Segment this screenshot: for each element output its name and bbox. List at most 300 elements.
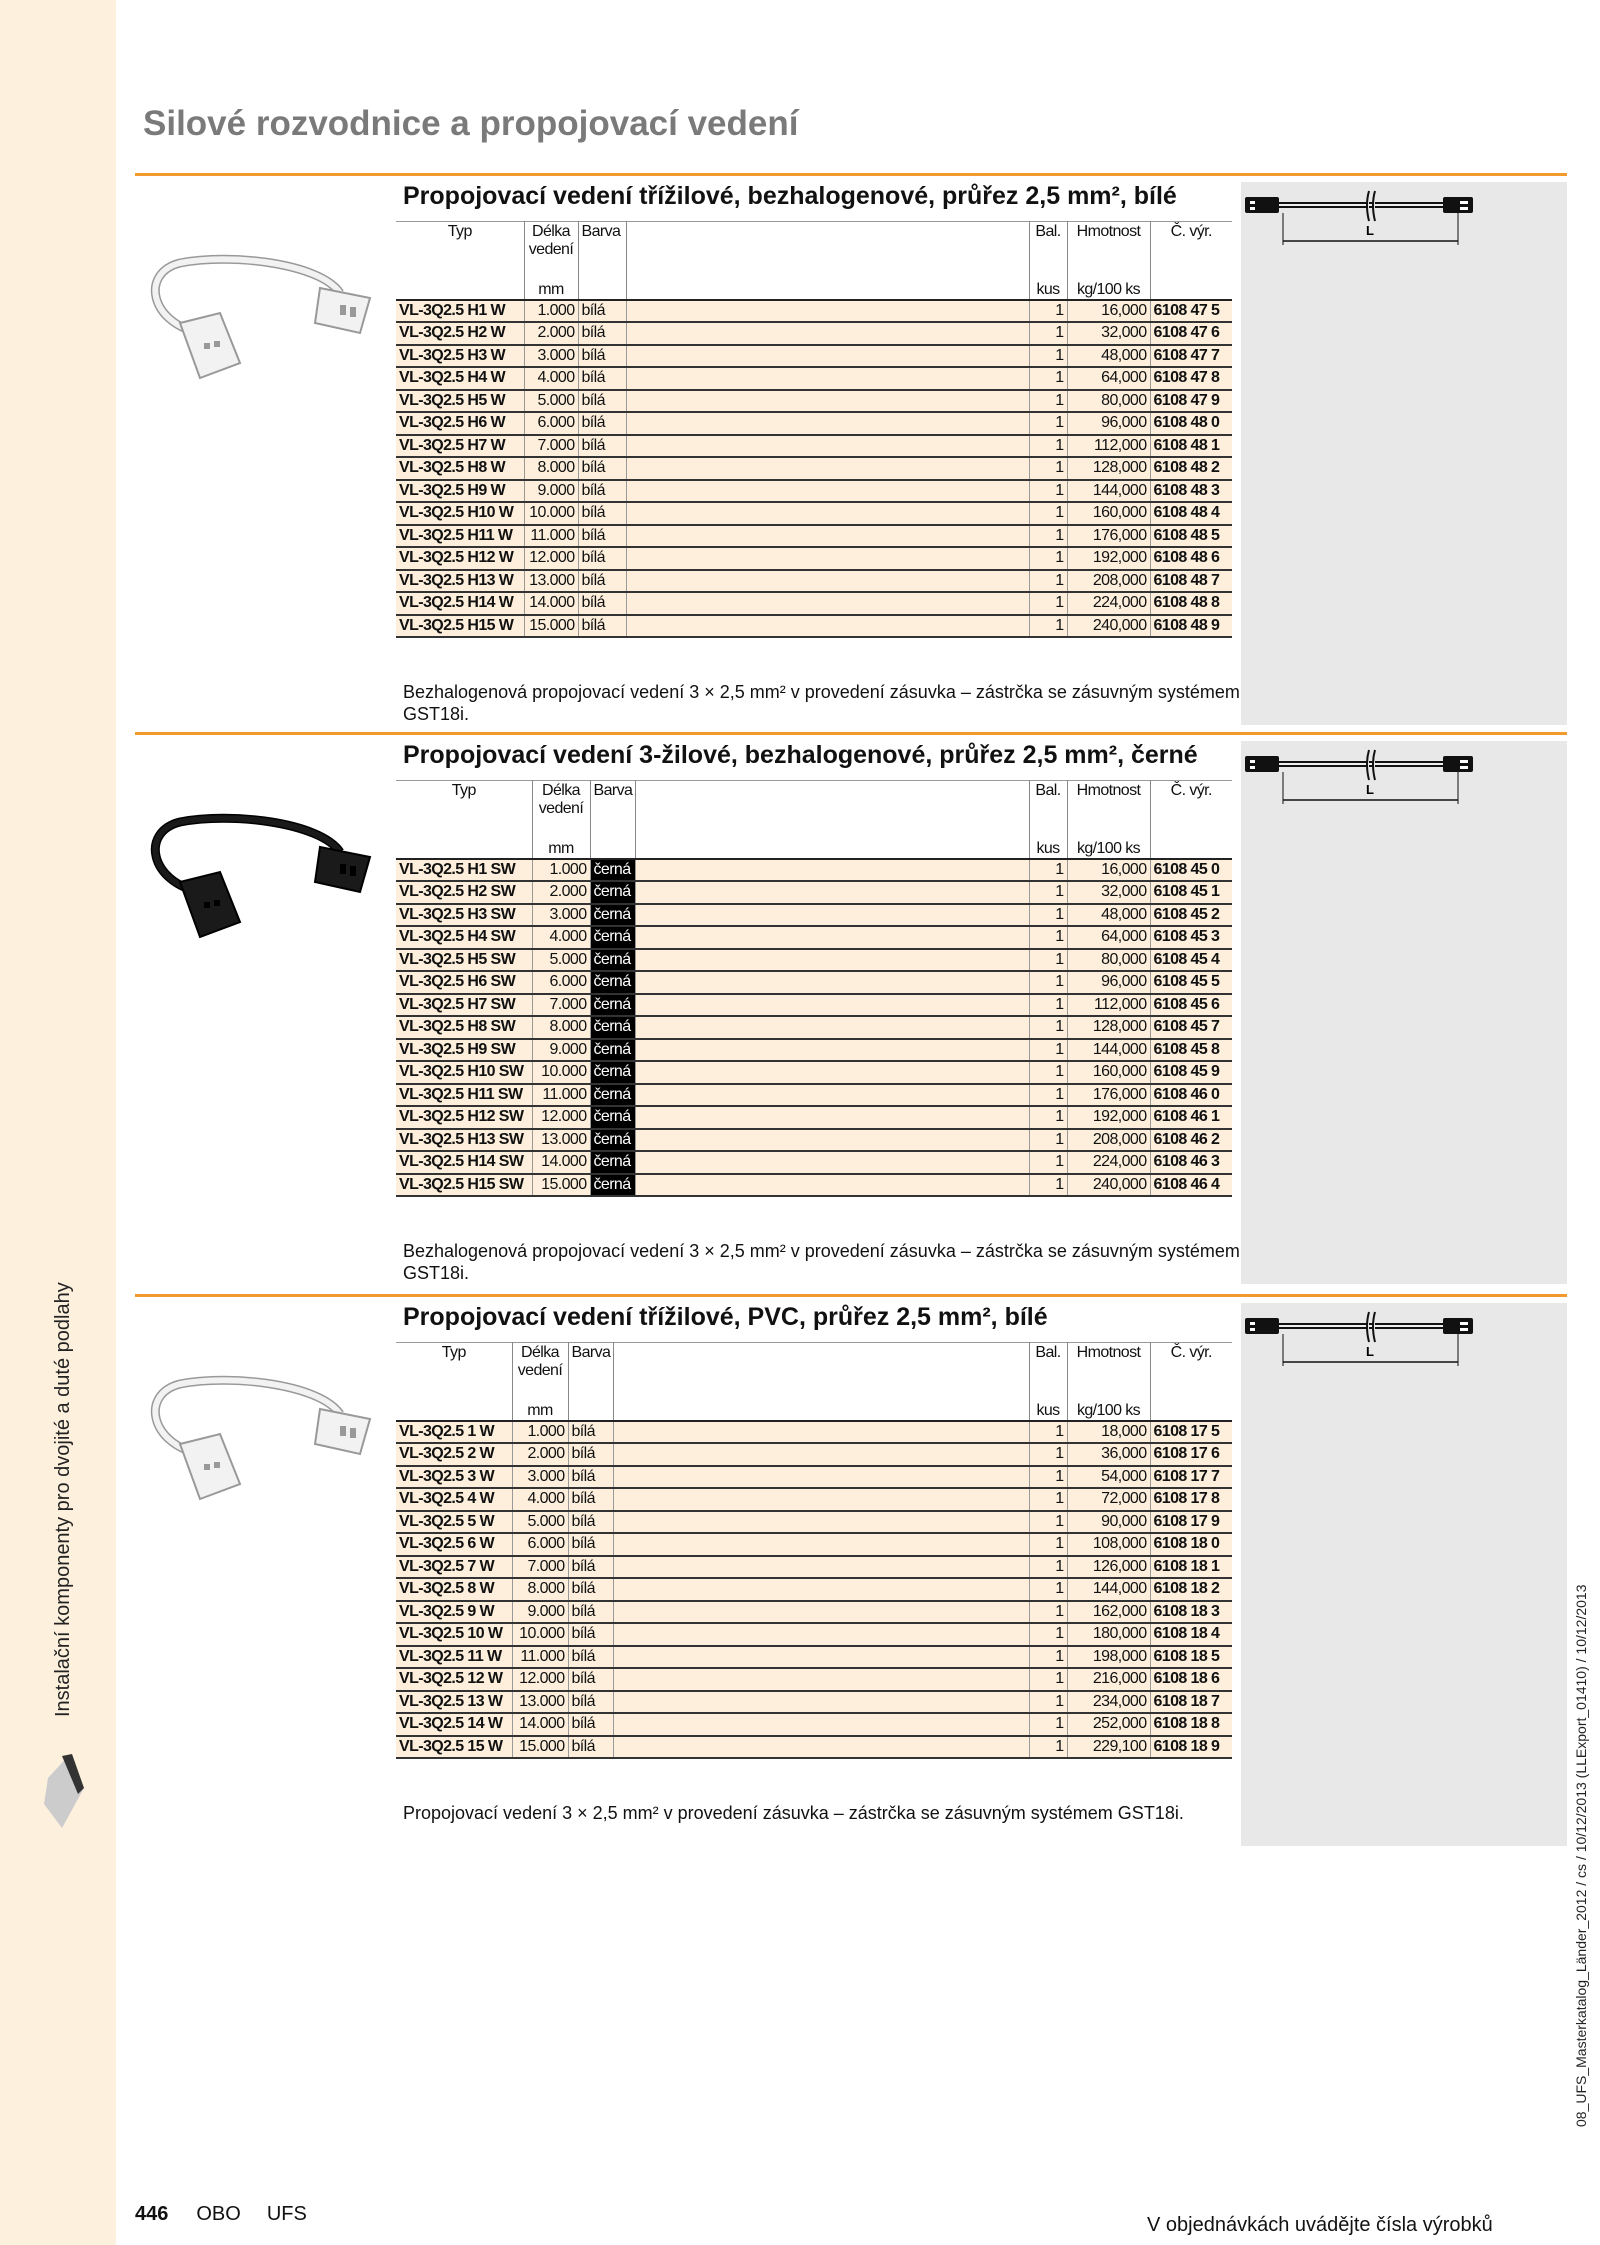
table-row[interactable] — [396, 1668, 1232, 1691]
cell-barva: bílá — [568, 1713, 614, 1736]
cell-barva: bílá — [578, 615, 626, 638]
cell-cislo-vyrobku: 6108 18 8 — [1150, 1713, 1232, 1736]
cell-barva: bílá — [568, 1691, 614, 1714]
cell-barva: černá — [590, 971, 636, 994]
cell-cislo-vyrobku: 6108 45 5 — [1150, 971, 1232, 994]
cell-blank — [636, 926, 1029, 949]
cell-typ: VL-3Q2.5 7 W — [396, 1556, 512, 1579]
section-description: Bezhalogenová propojovací vedení 3 × 2,5 mm² v provedení zásuvka – zástrčka se zásuvným systémem GST18i. — [403, 682, 1240, 724]
table-row[interactable] — [396, 1151, 1232, 1174]
cell-hmotnost: 160,000 — [1067, 1061, 1150, 1084]
cell-bal: 1 — [1029, 1421, 1067, 1444]
cell-bal: 1 — [1029, 926, 1067, 949]
cell-bal: 1 — [1029, 570, 1067, 593]
cell-barva: bílá — [578, 390, 626, 413]
table-row[interactable] — [396, 1174, 1232, 1197]
cell-typ: VL-3Q2.5 H13 W — [396, 570, 524, 593]
cell-blank — [636, 1016, 1029, 1039]
cell-bal: 1 — [1029, 1466, 1067, 1489]
section-divider — [135, 173, 1567, 176]
cell-hmotnost: 80,000 — [1067, 949, 1150, 972]
cell-blank — [626, 570, 1029, 593]
unit-kus: kus — [1036, 1401, 1060, 1419]
cell-barva: bílá — [578, 502, 626, 525]
cell-cislo-vyrobku: 6108 17 5 — [1150, 1421, 1232, 1444]
table-row[interactable] — [396, 881, 1232, 904]
cell-delka: 7.000 — [512, 1556, 568, 1579]
cell-cislo-vyrobku: 6108 18 2 — [1150, 1578, 1232, 1601]
cell-typ: VL-3Q2.5 H4 SW — [396, 926, 532, 949]
cell-barva: bílá — [568, 1466, 614, 1489]
unit-kg: kg/100 ks — [1076, 1401, 1141, 1419]
cell-delka: 1.000 — [532, 859, 590, 882]
col-hmotnost: Hmotnost kg/100 ks — [1067, 781, 1150, 859]
cell-bal: 1 — [1029, 994, 1067, 1017]
table-row[interactable] — [396, 1556, 1232, 1579]
cell-typ: VL-3Q2.5 H6 SW — [396, 971, 532, 994]
table-row[interactable] — [396, 949, 1232, 972]
table-row[interactable] — [396, 904, 1232, 927]
cell-cislo-vyrobku: 6108 46 3 — [1150, 1151, 1232, 1174]
cell-blank — [636, 971, 1029, 994]
cell-delka: 5.000 — [524, 390, 578, 413]
cell-bal: 1 — [1029, 1174, 1067, 1197]
cable-product-photo — [140, 1364, 385, 1509]
cell-barva: bílá — [578, 457, 626, 480]
table-row[interactable] — [396, 1061, 1232, 1084]
cell-hmotnost: 126,000 — [1067, 1556, 1150, 1579]
cell-hmotnost: 72,000 — [1067, 1488, 1150, 1511]
cell-delka: 2.000 — [512, 1443, 568, 1466]
cell-cislo-vyrobku: 6108 18 1 — [1150, 1556, 1232, 1579]
cell-typ: VL-3Q2.5 H9 SW — [396, 1039, 532, 1062]
unit-mm: mm — [548, 839, 574, 857]
cell-barva: černá — [590, 859, 636, 882]
cell-blank — [614, 1533, 1029, 1556]
cell-hmotnost: 240,000 — [1067, 1174, 1150, 1197]
cell-typ: VL-3Q2.5 H6 W — [396, 412, 524, 435]
section-description: Propojovací vedení 3 × 2,5 mm² v provedení zásuvka – zástrčka se zásuvným systémem GST18i. — [403, 1803, 1184, 1823]
table-row[interactable] — [396, 859, 1232, 882]
cell-cislo-vyrobku: 6108 48 1 — [1150, 435, 1232, 458]
cell-barva: bílá — [568, 1668, 614, 1691]
cell-barva: bílá — [578, 412, 626, 435]
col-bal: Bal. kus — [1029, 1343, 1067, 1421]
cell-bal: 1 — [1029, 390, 1067, 413]
cell-hmotnost: 162,000 — [1067, 1601, 1150, 1624]
table-row[interactable] — [396, 300, 1232, 323]
section-title: Propojovací vedení 3-žilové, bezhalogenové, průřez 2,5 mm², černé — [403, 741, 1198, 769]
table-row[interactable] — [396, 435, 1232, 458]
diagram-length-label: L — [1366, 782, 1374, 797]
cell-barva: černá — [590, 994, 636, 1017]
cell-typ: VL-3Q2.5 15 W — [396, 1736, 512, 1759]
cell-cislo-vyrobku: 6108 18 9 — [1150, 1736, 1232, 1759]
cell-barva: bílá — [578, 435, 626, 458]
unit-kus: kus — [1036, 839, 1060, 857]
section-description: Bezhalogenová propojovací vedení 3 × 2,5 mm² v provedení zásuvka – zástrčka se zásuvným systémem GST18i. — [403, 1241, 1240, 1283]
cell-blank — [636, 949, 1029, 972]
cell-delka: 4.000 — [532, 926, 590, 949]
cell-hmotnost: 16,000 — [1067, 859, 1150, 882]
cell-typ: VL-3Q2.5 3 W — [396, 1466, 512, 1489]
cell-typ: VL-3Q2.5 13 W — [396, 1691, 512, 1714]
table-row[interactable] — [396, 1691, 1232, 1714]
cell-cislo-vyrobku: 6108 48 5 — [1150, 525, 1232, 548]
cell-cislo-vyrobku: 6108 48 8 — [1150, 592, 1232, 615]
table-row[interactable] — [396, 615, 1232, 638]
col-bal: Bal. kus — [1029, 781, 1067, 859]
table-row[interactable] — [396, 1421, 1232, 1444]
cell-hmotnost: 112,000 — [1067, 435, 1150, 458]
cell-barva: bílá — [578, 547, 626, 570]
col-bal: Bal. kus — [1029, 222, 1067, 300]
cell-blank — [614, 1668, 1029, 1691]
cell-delka: 7.000 — [532, 994, 590, 1017]
cell-blank — [614, 1421, 1029, 1444]
col-cvyr: Č. výr. — [1150, 1343, 1232, 1421]
table-header — [396, 781, 1232, 859]
table-row[interactable] — [396, 592, 1232, 615]
cell-delka: 7.000 — [524, 435, 578, 458]
table-row[interactable] — [396, 1488, 1232, 1511]
cell-typ: VL-3Q2.5 H14 SW — [396, 1151, 532, 1174]
cell-barva: černá — [590, 1061, 636, 1084]
cell-typ: VL-3Q2.5 14 W — [396, 1713, 512, 1736]
unit-mm: mm — [538, 280, 564, 298]
cell-hmotnost: 198,000 — [1067, 1646, 1150, 1669]
cell-delka: 15.000 — [524, 615, 578, 638]
cell-typ: VL-3Q2.5 H8 W — [396, 457, 524, 480]
cell-cislo-vyrobku: 6108 47 6 — [1150, 322, 1232, 345]
table-row[interactable] — [396, 926, 1232, 949]
cell-typ: VL-3Q2.5 5 W — [396, 1511, 512, 1534]
table-row[interactable] — [396, 1466, 1232, 1489]
cell-cislo-vyrobku: 6108 48 4 — [1150, 502, 1232, 525]
cell-barva: bílá — [578, 480, 626, 503]
col-cvyr: Č. výr. — [1150, 222, 1232, 300]
col-typ: Typ — [447, 223, 472, 240]
diagram-panel — [1241, 1303, 1567, 1846]
cell-delka: 9.000 — [524, 480, 578, 503]
cell-barva: černá — [590, 1106, 636, 1129]
cell-bal: 1 — [1029, 322, 1067, 345]
cell-barva: bílá — [568, 1646, 614, 1669]
cell-bal: 1 — [1029, 1713, 1067, 1736]
cell-bal: 1 — [1029, 881, 1067, 904]
cell-delka: 9.000 — [532, 1039, 590, 1062]
cell-blank — [614, 1601, 1029, 1624]
cell-cislo-vyrobku: 6108 48 6 — [1150, 547, 1232, 570]
cell-bal: 1 — [1029, 345, 1067, 368]
cell-hmotnost: 32,000 — [1067, 881, 1150, 904]
cable-product-photo — [140, 243, 385, 388]
col-cvyr: Č. výr. — [1150, 781, 1232, 859]
cell-bal: 1 — [1029, 1623, 1067, 1646]
cell-typ: VL-3Q2.5 H11 W — [396, 525, 524, 548]
cell-bal: 1 — [1029, 435, 1067, 458]
cell-hmotnost: 144,000 — [1067, 1578, 1150, 1601]
cell-typ: VL-3Q2.5 H7 SW — [396, 994, 532, 1017]
cell-delka: 12.000 — [524, 547, 578, 570]
cell-cislo-vyrobku: 6108 46 2 — [1150, 1129, 1232, 1152]
cell-typ: VL-3Q2.5 H12 W — [396, 547, 524, 570]
cell-bal: 1 — [1029, 1736, 1067, 1759]
product-table — [396, 221, 1232, 638]
cable-dimension-diagram — [1245, 1306, 1475, 1376]
cell-cislo-vyrobku: 6108 18 4 — [1150, 1623, 1232, 1646]
cell-barva: černá — [590, 1151, 636, 1174]
cell-delka: 1.000 — [524, 300, 578, 323]
cell-bal: 1 — [1029, 859, 1067, 882]
cell-typ: VL-3Q2.5 H1 W — [396, 300, 524, 323]
table-row[interactable] — [396, 1511, 1232, 1534]
section-title: Propojovací vedení třížilové, bezhalogenové, průřez 2,5 mm², bílé — [403, 182, 1177, 210]
cell-blank — [636, 1061, 1029, 1084]
cell-bal: 1 — [1029, 457, 1067, 480]
cell-delka: 4.000 — [512, 1488, 568, 1511]
cell-cislo-vyrobku: 6108 17 6 — [1150, 1443, 1232, 1466]
cell-hmotnost: 192,000 — [1067, 1106, 1150, 1129]
cell-cislo-vyrobku: 6108 46 4 — [1150, 1174, 1232, 1197]
cell-blank — [636, 1084, 1029, 1107]
cell-blank — [636, 1106, 1029, 1129]
cell-barva: bílá — [568, 1488, 614, 1511]
cell-hmotnost: 160,000 — [1067, 502, 1150, 525]
cell-cislo-vyrobku: 6108 18 0 — [1150, 1533, 1232, 1556]
cell-cislo-vyrobku: 6108 45 1 — [1150, 881, 1232, 904]
cell-hmotnost: 224,000 — [1067, 1151, 1150, 1174]
cell-typ: VL-3Q2.5 H7 W — [396, 435, 524, 458]
side-strip — [0, 0, 116, 2245]
catalog-meta: 08_UFS_Masterkatalog_Länder_2012 / cs / 10/12/2013 (LLExport_01410) / 10/12/2013 — [1573, 1584, 1589, 2127]
cell-typ: VL-3Q2.5 H1 SW — [396, 859, 532, 882]
cell-delka: 2.000 — [532, 881, 590, 904]
table-row[interactable] — [396, 367, 1232, 390]
cell-hmotnost: 176,000 — [1067, 525, 1150, 548]
table-row[interactable] — [396, 480, 1232, 503]
cell-hmotnost: 48,000 — [1067, 345, 1150, 368]
cell-delka: 4.000 — [524, 367, 578, 390]
table-row[interactable] — [396, 1646, 1232, 1669]
cell-typ: VL-3Q2.5 6 W — [396, 1533, 512, 1556]
cell-bal: 1 — [1029, 1533, 1067, 1556]
cell-cislo-vyrobku: 6108 46 0 — [1150, 1084, 1232, 1107]
cell-cislo-vyrobku: 6108 47 7 — [1150, 345, 1232, 368]
table-row[interactable] — [396, 322, 1232, 345]
cell-delka: 13.000 — [524, 570, 578, 593]
cell-typ: VL-3Q2.5 H15 SW — [396, 1174, 532, 1197]
cell-delka: 6.000 — [512, 1533, 568, 1556]
cell-delka: 14.000 — [524, 592, 578, 615]
table-row[interactable] — [396, 1736, 1232, 1759]
cell-blank — [626, 457, 1029, 480]
cell-hmotnost: 224,000 — [1067, 592, 1150, 615]
cell-bal: 1 — [1029, 1646, 1067, 1669]
cell-cislo-vyrobku: 6108 18 5 — [1150, 1646, 1232, 1669]
table-row[interactable] — [396, 345, 1232, 368]
cell-bal: 1 — [1029, 1601, 1067, 1624]
table-row[interactable] — [396, 994, 1232, 1017]
table-row[interactable] — [396, 1443, 1232, 1466]
cell-hmotnost: 144,000 — [1067, 480, 1150, 503]
cell-typ: VL-3Q2.5 1 W — [396, 1421, 512, 1444]
cell-hmotnost: 80,000 — [1067, 390, 1150, 413]
cell-delka: 8.000 — [512, 1578, 568, 1601]
table-row[interactable] — [396, 457, 1232, 480]
cell-hmotnost: 252,000 — [1067, 1713, 1150, 1736]
product-table — [396, 1342, 1232, 1759]
table-row[interactable] — [396, 412, 1232, 435]
cell-typ: VL-3Q2.5 4 W — [396, 1488, 512, 1511]
diagram-length-label: L — [1366, 1344, 1374, 1359]
cell-barva: černá — [590, 1039, 636, 1062]
cell-cislo-vyrobku: 6108 45 6 — [1150, 994, 1232, 1017]
table-row[interactable] — [396, 1601, 1232, 1624]
footer-brand: OBO — [196, 2203, 241, 2225]
cell-barva: bílá — [568, 1578, 614, 1601]
cell-bal: 1 — [1029, 1511, 1067, 1534]
cell-bal: 1 — [1029, 1488, 1067, 1511]
cell-blank — [626, 390, 1029, 413]
cell-cislo-vyrobku: 6108 48 3 — [1150, 480, 1232, 503]
cell-delka: 10.000 — [532, 1061, 590, 1084]
cell-hmotnost: 176,000 — [1067, 1084, 1150, 1107]
cell-typ: VL-3Q2.5 H2 SW — [396, 881, 532, 904]
section-divider — [135, 732, 1567, 735]
cell-hmotnost: 234,000 — [1067, 1691, 1150, 1714]
diagram-panel — [1241, 182, 1567, 725]
table-row[interactable] — [396, 1623, 1232, 1646]
cell-delka: 11.000 — [524, 525, 578, 548]
cell-typ: VL-3Q2.5 H13 SW — [396, 1129, 532, 1152]
section-title: Propojovací vedení třížilové, PVC, průřez 2,5 mm², bílé — [403, 1303, 1048, 1331]
cell-typ: VL-3Q2.5 H3 W — [396, 345, 524, 368]
col-hmotnost: Hmotnost kg/100 ks — [1067, 1343, 1150, 1421]
cell-typ: VL-3Q2.5 H5 SW — [396, 949, 532, 972]
cell-hmotnost: 108,000 — [1067, 1533, 1150, 1556]
cell-hmotnost: 144,000 — [1067, 1039, 1150, 1062]
col-barva: Barva — [568, 1343, 614, 1421]
cell-blank — [614, 1578, 1029, 1601]
table-row[interactable] — [396, 1713, 1232, 1736]
cell-bal: 1 — [1029, 949, 1067, 972]
diagram-length-label: L — [1366, 223, 1374, 238]
cell-cislo-vyrobku: 6108 17 7 — [1150, 1466, 1232, 1489]
cell-hmotnost: 229,100 — [1067, 1736, 1150, 1759]
cell-bal: 1 — [1029, 1151, 1067, 1174]
cell-blank — [614, 1623, 1029, 1646]
table-row[interactable] — [396, 570, 1232, 593]
cell-blank — [636, 1174, 1029, 1197]
cell-hmotnost: 54,000 — [1067, 1466, 1150, 1489]
cell-blank — [636, 859, 1029, 882]
col-typ: Typ — [441, 1344, 466, 1361]
cell-delka: 10.000 — [512, 1623, 568, 1646]
cell-barva: černá — [590, 904, 636, 927]
cell-blank — [614, 1443, 1029, 1466]
table-row[interactable] — [396, 971, 1232, 994]
cell-blank — [636, 881, 1029, 904]
cell-typ: VL-3Q2.5 H10 W — [396, 502, 524, 525]
cell-delka: 5.000 — [512, 1511, 568, 1534]
cell-barva: bílá — [578, 322, 626, 345]
cell-delka: 13.000 — [512, 1691, 568, 1714]
unit-kg: kg/100 ks — [1076, 839, 1141, 857]
cell-delka: 12.000 — [512, 1668, 568, 1691]
cell-blank — [614, 1713, 1029, 1736]
cell-hmotnost: 16,000 — [1067, 300, 1150, 323]
cell-barva: bílá — [568, 1443, 614, 1466]
col-blank — [614, 1343, 1029, 1421]
table-row[interactable] — [396, 1084, 1232, 1107]
cell-typ: VL-3Q2.5 H4 W — [396, 367, 524, 390]
cell-cislo-vyrobku: 6108 47 9 — [1150, 390, 1232, 413]
cell-cislo-vyrobku: 6108 45 2 — [1150, 904, 1232, 927]
table-row[interactable] — [396, 1016, 1232, 1039]
cell-cislo-vyrobku: 6108 47 5 — [1150, 300, 1232, 323]
cell-blank — [626, 615, 1029, 638]
cell-delka: 3.000 — [532, 904, 590, 927]
cell-bal: 1 — [1029, 367, 1067, 390]
col-delka: Délka vedení mm — [512, 1343, 568, 1421]
table-row[interactable] — [396, 1578, 1232, 1601]
table-row[interactable] — [396, 502, 1232, 525]
cell-blank — [626, 547, 1029, 570]
cell-hmotnost: 64,000 — [1067, 367, 1150, 390]
cell-blank — [626, 345, 1029, 368]
cell-bal: 1 — [1029, 1578, 1067, 1601]
cell-bal: 1 — [1029, 904, 1067, 927]
cell-barva: bílá — [568, 1601, 614, 1624]
diagram-panel — [1241, 741, 1567, 1284]
table-row[interactable] — [396, 1129, 1232, 1152]
cell-hmotnost: 208,000 — [1067, 570, 1150, 593]
cell-delka: 10.000 — [524, 502, 578, 525]
cell-bal: 1 — [1029, 1691, 1067, 1714]
cell-delka: 15.000 — [512, 1736, 568, 1759]
table-row[interactable] — [396, 1533, 1232, 1556]
cell-delka: 8.000 — [524, 457, 578, 480]
cell-cislo-vyrobku: 6108 18 7 — [1150, 1691, 1232, 1714]
cell-barva: černá — [590, 1174, 636, 1197]
cell-typ: VL-3Q2.5 H9 W — [396, 480, 524, 503]
table-row[interactable] — [396, 547, 1232, 570]
cell-cislo-vyrobku: 6108 17 8 — [1150, 1488, 1232, 1511]
cell-delka: 3.000 — [524, 345, 578, 368]
cell-blank — [636, 1039, 1029, 1062]
cell-blank — [614, 1646, 1029, 1669]
table-row[interactable] — [396, 390, 1232, 413]
cell-barva: bílá — [578, 570, 626, 593]
cell-delka: 9.000 — [512, 1601, 568, 1624]
cell-blank — [626, 322, 1029, 345]
col-hmotnost: Hmotnost kg/100 ks — [1067, 222, 1150, 300]
cell-blank — [626, 480, 1029, 503]
table-row[interactable] — [396, 1106, 1232, 1129]
cell-hmotnost: 90,000 — [1067, 1511, 1150, 1534]
table-row[interactable] — [396, 525, 1232, 548]
cell-barva: bílá — [568, 1556, 614, 1579]
col-delka: Délka vedení mm — [524, 222, 578, 300]
cell-barva: černá — [590, 1129, 636, 1152]
product-table — [396, 780, 1232, 1197]
table-row[interactable] — [396, 1039, 1232, 1062]
cell-blank — [626, 502, 1029, 525]
cell-blank — [614, 1556, 1029, 1579]
cell-delka: 14.000 — [512, 1713, 568, 1736]
cell-delka: 5.000 — [532, 949, 590, 972]
